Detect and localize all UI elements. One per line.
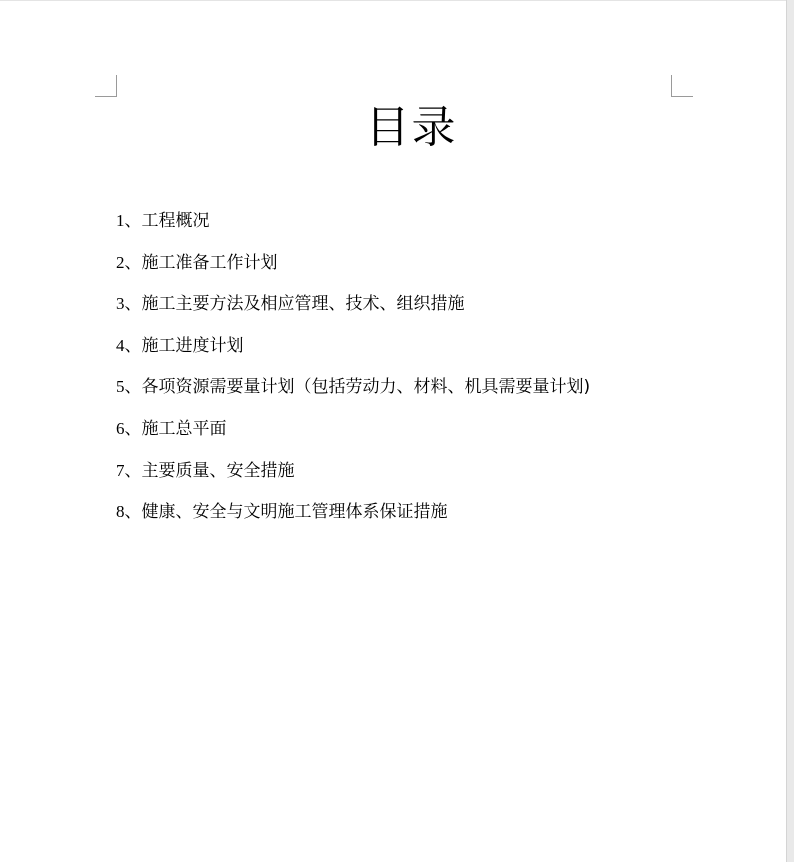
toc-item-separator: 、 (124, 502, 142, 523)
toc-item-2 (116, 249, 590, 291)
toc-item-number: 8 (116, 502, 125, 522)
toc-item-separator: 、 (124, 418, 142, 439)
toc-item-separator: 、 (124, 460, 142, 481)
toc-item-text: 施工准备工作计划 (141, 252, 278, 273)
toc-item-separator: 、 (124, 377, 142, 398)
toc-item-separator: 、 (124, 335, 142, 356)
toc-item-separator: 、 (124, 211, 142, 231)
toc-item-text: 健康、安全与文明施工管理体系保证措施 (141, 502, 448, 523)
toc-item-6 (116, 415, 590, 457)
toc-item-text: 施工总平面 (141, 418, 227, 439)
table-of-contents (116, 207, 590, 540)
toc-item-separator: 、 (124, 252, 142, 273)
toc-item-8 (116, 498, 590, 540)
toc-item-number: 2 (116, 252, 125, 272)
margin-corner-mark-right (671, 75, 693, 97)
toc-item-5 (116, 373, 590, 415)
toc-item-text: 施工主要方法及相应管理、技术、组织措施 (141, 294, 465, 315)
toc-item-text: 各项资源需要量计划（包括劳动力、材料、机具需要量计划) (141, 377, 591, 398)
toc-item-number: 4 (116, 335, 125, 355)
toc-item-number: 7 (116, 460, 125, 480)
toc-item-text: 工程概况 (141, 211, 210, 231)
toc-item-number: 5 (116, 377, 125, 397)
toc-item-number: 3 (116, 294, 125, 314)
toc-item-4 (116, 332, 590, 374)
toc-item-separator: 、 (124, 294, 142, 315)
window-right-edge (786, 0, 794, 862)
toc-item-number: 1 (116, 211, 125, 230)
toc-item-text: 主要质量、安全措施 (141, 460, 295, 481)
toc-item-1 (116, 207, 590, 249)
page-title: 目录 (365, 102, 458, 153)
toc-item-3 (116, 290, 590, 332)
margin-corner-mark-left (95, 75, 117, 97)
toc-item-text: 施工进度计划 (141, 335, 244, 356)
page-top-edge (0, 0, 786, 1)
toc-item-number: 6 (116, 418, 125, 438)
toc-item-7 (116, 457, 590, 499)
